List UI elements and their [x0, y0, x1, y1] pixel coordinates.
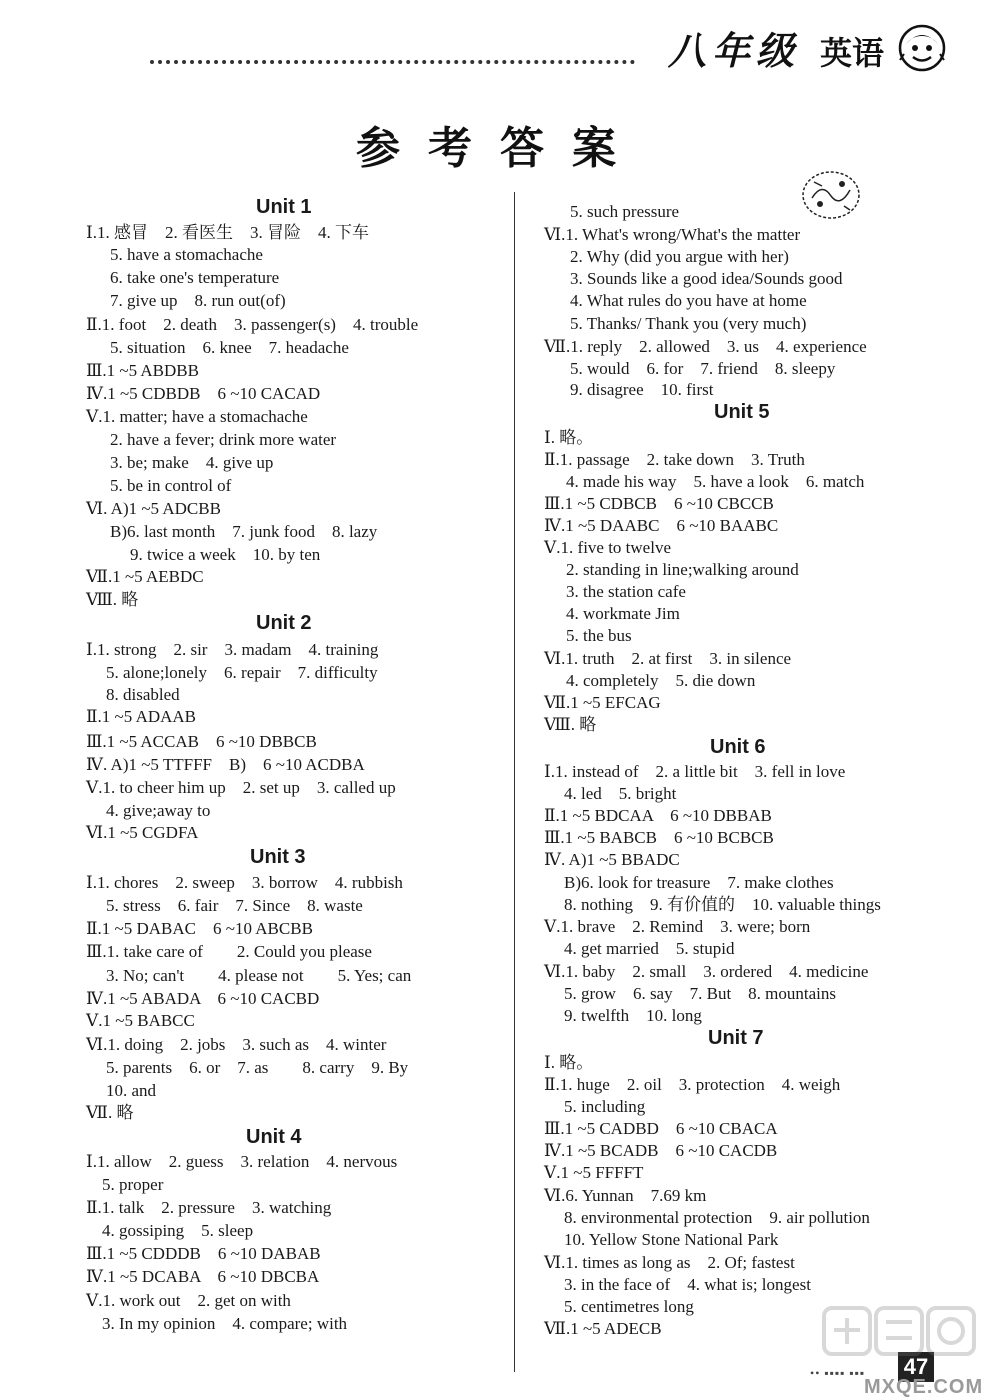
answer-line: Ⅳ.1 ~5 DAABC 6 ~10 BAABC: [544, 516, 779, 535]
answer-line: Ⅰ.1. chores 2. sweep 3. borrow 4. rubbish: [86, 873, 403, 892]
answer-line: 4. made his way 5. have a look 6. match: [566, 472, 865, 491]
answer-line: Ⅵ.1. times as long as 2. Of; fastest: [544, 1253, 795, 1272]
answer-line: Ⅱ.1 ~5 BDCAA 6 ~10 DBBAB: [544, 806, 772, 825]
header-dotted-rule: [150, 60, 635, 64]
answer-line: Ⅳ.1 ~5 ABADA 6 ~10 CACBD: [86, 989, 320, 1008]
answer-line: 2. have a fever; drink more water: [110, 430, 337, 449]
unit-1-heading: Unit 1: [256, 196, 312, 218]
answer-line: 8. disabled: [106, 685, 180, 704]
answer-line: 9. disagree 10. first: [570, 380, 714, 399]
answer-line: Ⅵ.1 ~5 CGDFA: [86, 823, 199, 842]
unit-2-heading: Unit 2: [256, 612, 312, 634]
answer-line: Ⅵ.1. What's wrong/What's the matter: [544, 225, 801, 244]
answer-line: 5. centimetres long: [564, 1297, 694, 1316]
footer-marks: •• ▪▪▪▪ ▪▪▪: [810, 1366, 866, 1380]
answer-line: 10. and: [106, 1081, 157, 1100]
answer-line: 5. would 6. for 7. friend 8. sleepy: [570, 359, 836, 378]
answer-line: Ⅲ.1 ~5 ACCAB 6 ~10 DBBCB: [86, 732, 317, 751]
unit-7-heading: Unit 7: [708, 1027, 764, 1049]
answer-line: Ⅵ.1. doing 2. jobs 3. such as 4. winter: [86, 1035, 387, 1054]
answer-line: Ⅵ.6. Yunnan 7.69 km: [544, 1186, 707, 1205]
answer-line: Ⅱ.1. huge 2. oil 3. protection 4. weigh: [544, 1075, 841, 1094]
answer-line: Ⅰ. 略。: [544, 428, 594, 447]
answer-line: Ⅰ.1. strong 2. sir 3. madam 4. training: [86, 640, 379, 659]
answer-line: B)6. look for treasure 7. make clothes: [564, 873, 834, 892]
answer-line: 5. be in control of: [110, 476, 232, 495]
answer-line: 5. including: [564, 1097, 646, 1116]
answer-line: Ⅲ.1 ~5 CDBCB 6 ~10 CBCCB: [544, 494, 774, 513]
answer-line: Ⅱ.1. talk 2. pressure 3. watching: [86, 1198, 332, 1217]
answer-line: Ⅶ.1 ~5 EFCAG: [544, 693, 661, 712]
answer-line: 3. be; make 4. give up: [110, 453, 274, 472]
answer-line: 7. give up 8. run out(of): [110, 291, 286, 310]
answer-line: 5. have a stomachache: [110, 245, 263, 264]
answer-line: 4. give;away to: [106, 801, 211, 820]
subject-label: 英语: [820, 35, 885, 71]
answer-line: Ⅳ.1 ~5 DCABA 6 ~10 DBCBA: [86, 1267, 320, 1286]
answer-line: 10. Yellow Stone National Park: [564, 1230, 779, 1249]
answer-line: 4. led 5. bright: [564, 784, 677, 803]
answer-line: 3. the station cafe: [566, 582, 686, 601]
answer-line: 5. stress 6. fair 7. Since 8. waste: [106, 896, 363, 915]
answer-line: Ⅲ.1. take care of 2. Could you please: [86, 942, 372, 961]
answer-line: 5. the bus: [566, 626, 632, 645]
answer-line: Ⅱ.1. passage 2. take down 3. Truth: [544, 450, 805, 469]
answer-line: 8. environmental protection 9. air pollution: [564, 1208, 870, 1227]
answer-line: 5. proper: [102, 1175, 164, 1194]
answer-line: 6. take one's temperature: [110, 268, 280, 287]
unit-5-heading: Unit 5: [714, 401, 770, 423]
answer-line: 5. alone;lonely 6. repair 7. difficulty: [106, 663, 378, 682]
answer-line: Ⅰ. 略。: [544, 1053, 594, 1072]
answer-line: B)6. last month 7. junk food 8. lazy: [110, 522, 378, 541]
answer-line: Ⅰ.1. instead of 2. a little bit 3. fell in love: [544, 762, 846, 781]
answer-line: Ⅳ. A)1 ~5 BBADC: [544, 850, 680, 869]
answer-line: Ⅱ.1 ~5 DABAC 6 ~10 ABCBB: [86, 919, 313, 938]
grade-label: 八年级: [668, 31, 801, 73]
answer-line: Ⅲ.1 ~5 ABDBB: [86, 361, 199, 380]
answer-line: Ⅴ.1 ~5 BABCC: [86, 1011, 195, 1030]
mascot-logo-icon: [898, 24, 946, 72]
answer-line: Ⅱ.1 ~5 ADAAB: [86, 707, 197, 726]
page-title: 参考答案: [356, 123, 644, 174]
answer-line: Ⅶ.1. reply 2. allowed 3. us 4. experience: [544, 337, 867, 356]
watermark-text: MXQE.COM: [864, 1376, 984, 1398]
answer-line: Ⅶ.1 ~5 AEBDC: [86, 567, 204, 586]
answer-line: Ⅲ.1 ~5 BABCB 6 ~10 BCBCB: [544, 828, 774, 847]
answer-line: Ⅴ.1. brave 2. Remind 3. were; born: [544, 917, 811, 936]
answer-line: 5. Thanks/ Thank you (very much): [570, 314, 807, 333]
answer-line: 5. situation 6. knee 7. headache: [110, 338, 349, 357]
answer-line: 5. grow 6. say 7. But 8. mountains: [564, 984, 836, 1003]
answer-line: Ⅰ.1. 感冒 2. 看医生 3. 冒险 4. 下车: [86, 223, 369, 242]
answer-line: Ⅴ.1. five to twelve: [544, 538, 671, 557]
answer-line: Ⅳ. A)1 ~5 TTFFF B) 6 ~10 ACDBA: [86, 755, 365, 774]
answer-line: 2. Why (did you argue with her): [570, 247, 789, 266]
answer-line: Ⅶ. 略: [86, 1103, 134, 1122]
unit-3-heading: Unit 3: [250, 846, 306, 868]
answer-line: 3. in the face of 4. what is; longest: [564, 1275, 811, 1294]
decorative-stamp-icon: [800, 168, 862, 222]
answer-line: 2. standing in line;walking around: [566, 560, 799, 579]
column-divider: [514, 192, 515, 1372]
answer-line: Ⅱ.1. foot 2. death 3. passenger(s) 4. trouble: [86, 315, 419, 334]
answer-line: Ⅲ.1 ~5 CDDDB 6 ~10 DABAB: [86, 1244, 321, 1263]
page-number: 47: [898, 1352, 934, 1382]
answer-line: 9. twice a week 10. by ten: [130, 545, 321, 564]
answer-line: Ⅳ.1 ~5 CDBDB 6 ~10 CACAD: [86, 384, 321, 403]
unit-4-heading: Unit 4: [246, 1126, 302, 1148]
answer-line: 4. gossiping 5. sleep: [102, 1221, 254, 1240]
answer-line: 4. What rules do you have at home: [570, 291, 807, 310]
answer-line: 9. twelfth 10. long: [564, 1006, 702, 1025]
answer-line: 8. nothing 9. 有价值的 10. valuable things: [564, 895, 881, 914]
answer-line: 4. workmate Jim: [566, 604, 680, 623]
answer-line: Ⅰ.1. allow 2. guess 3. relation 4. nervous: [86, 1152, 398, 1171]
answer-line: Ⅴ.1. to cheer him up 2. set up 3. called up: [86, 778, 396, 797]
answer-line: 3. No; can't 4. please not 5. Yes; can: [106, 966, 412, 985]
answer-line: Ⅴ.1. work out 2. get on with: [86, 1291, 291, 1310]
answer-line: Ⅵ.1. truth 2. at first 3. in silence: [544, 649, 792, 668]
answer-line: 3. In my opinion 4. compare; with: [102, 1314, 348, 1333]
answer-line: Ⅵ.1. baby 2. small 3. ordered 4. medicine: [544, 962, 869, 981]
answer-line: Ⅴ.1. matter; have a stomachache: [86, 407, 308, 426]
answer-line: 4. completely 5. die down: [566, 671, 756, 690]
answer-line: 5. parents 6. or 7. as 8. carry 9. By: [106, 1058, 409, 1077]
answer-line: Ⅵ. A)1 ~5 ADCBB: [86, 499, 221, 518]
answer-line: Ⅶ.1 ~5 ADECB: [544, 1319, 662, 1338]
answer-line: 3. Sounds like a good idea/Sounds good: [570, 269, 843, 288]
answer-line: Ⅷ. 略: [544, 715, 597, 734]
answer-line: 5. such pressure: [570, 202, 680, 221]
answer-line: 4. get married 5. stupid: [564, 939, 735, 958]
answer-line: Ⅳ.1 ~5 BCADB 6 ~10 CACDB: [544, 1141, 778, 1160]
unit-6-heading: Unit 6: [710, 736, 766, 758]
answer-line: Ⅷ. 略: [86, 590, 139, 609]
answer-line: Ⅲ.1 ~5 CADBD 6 ~10 CBACA: [544, 1119, 778, 1138]
answer-line: Ⅴ.1 ~5 FFFFT: [544, 1163, 644, 1182]
